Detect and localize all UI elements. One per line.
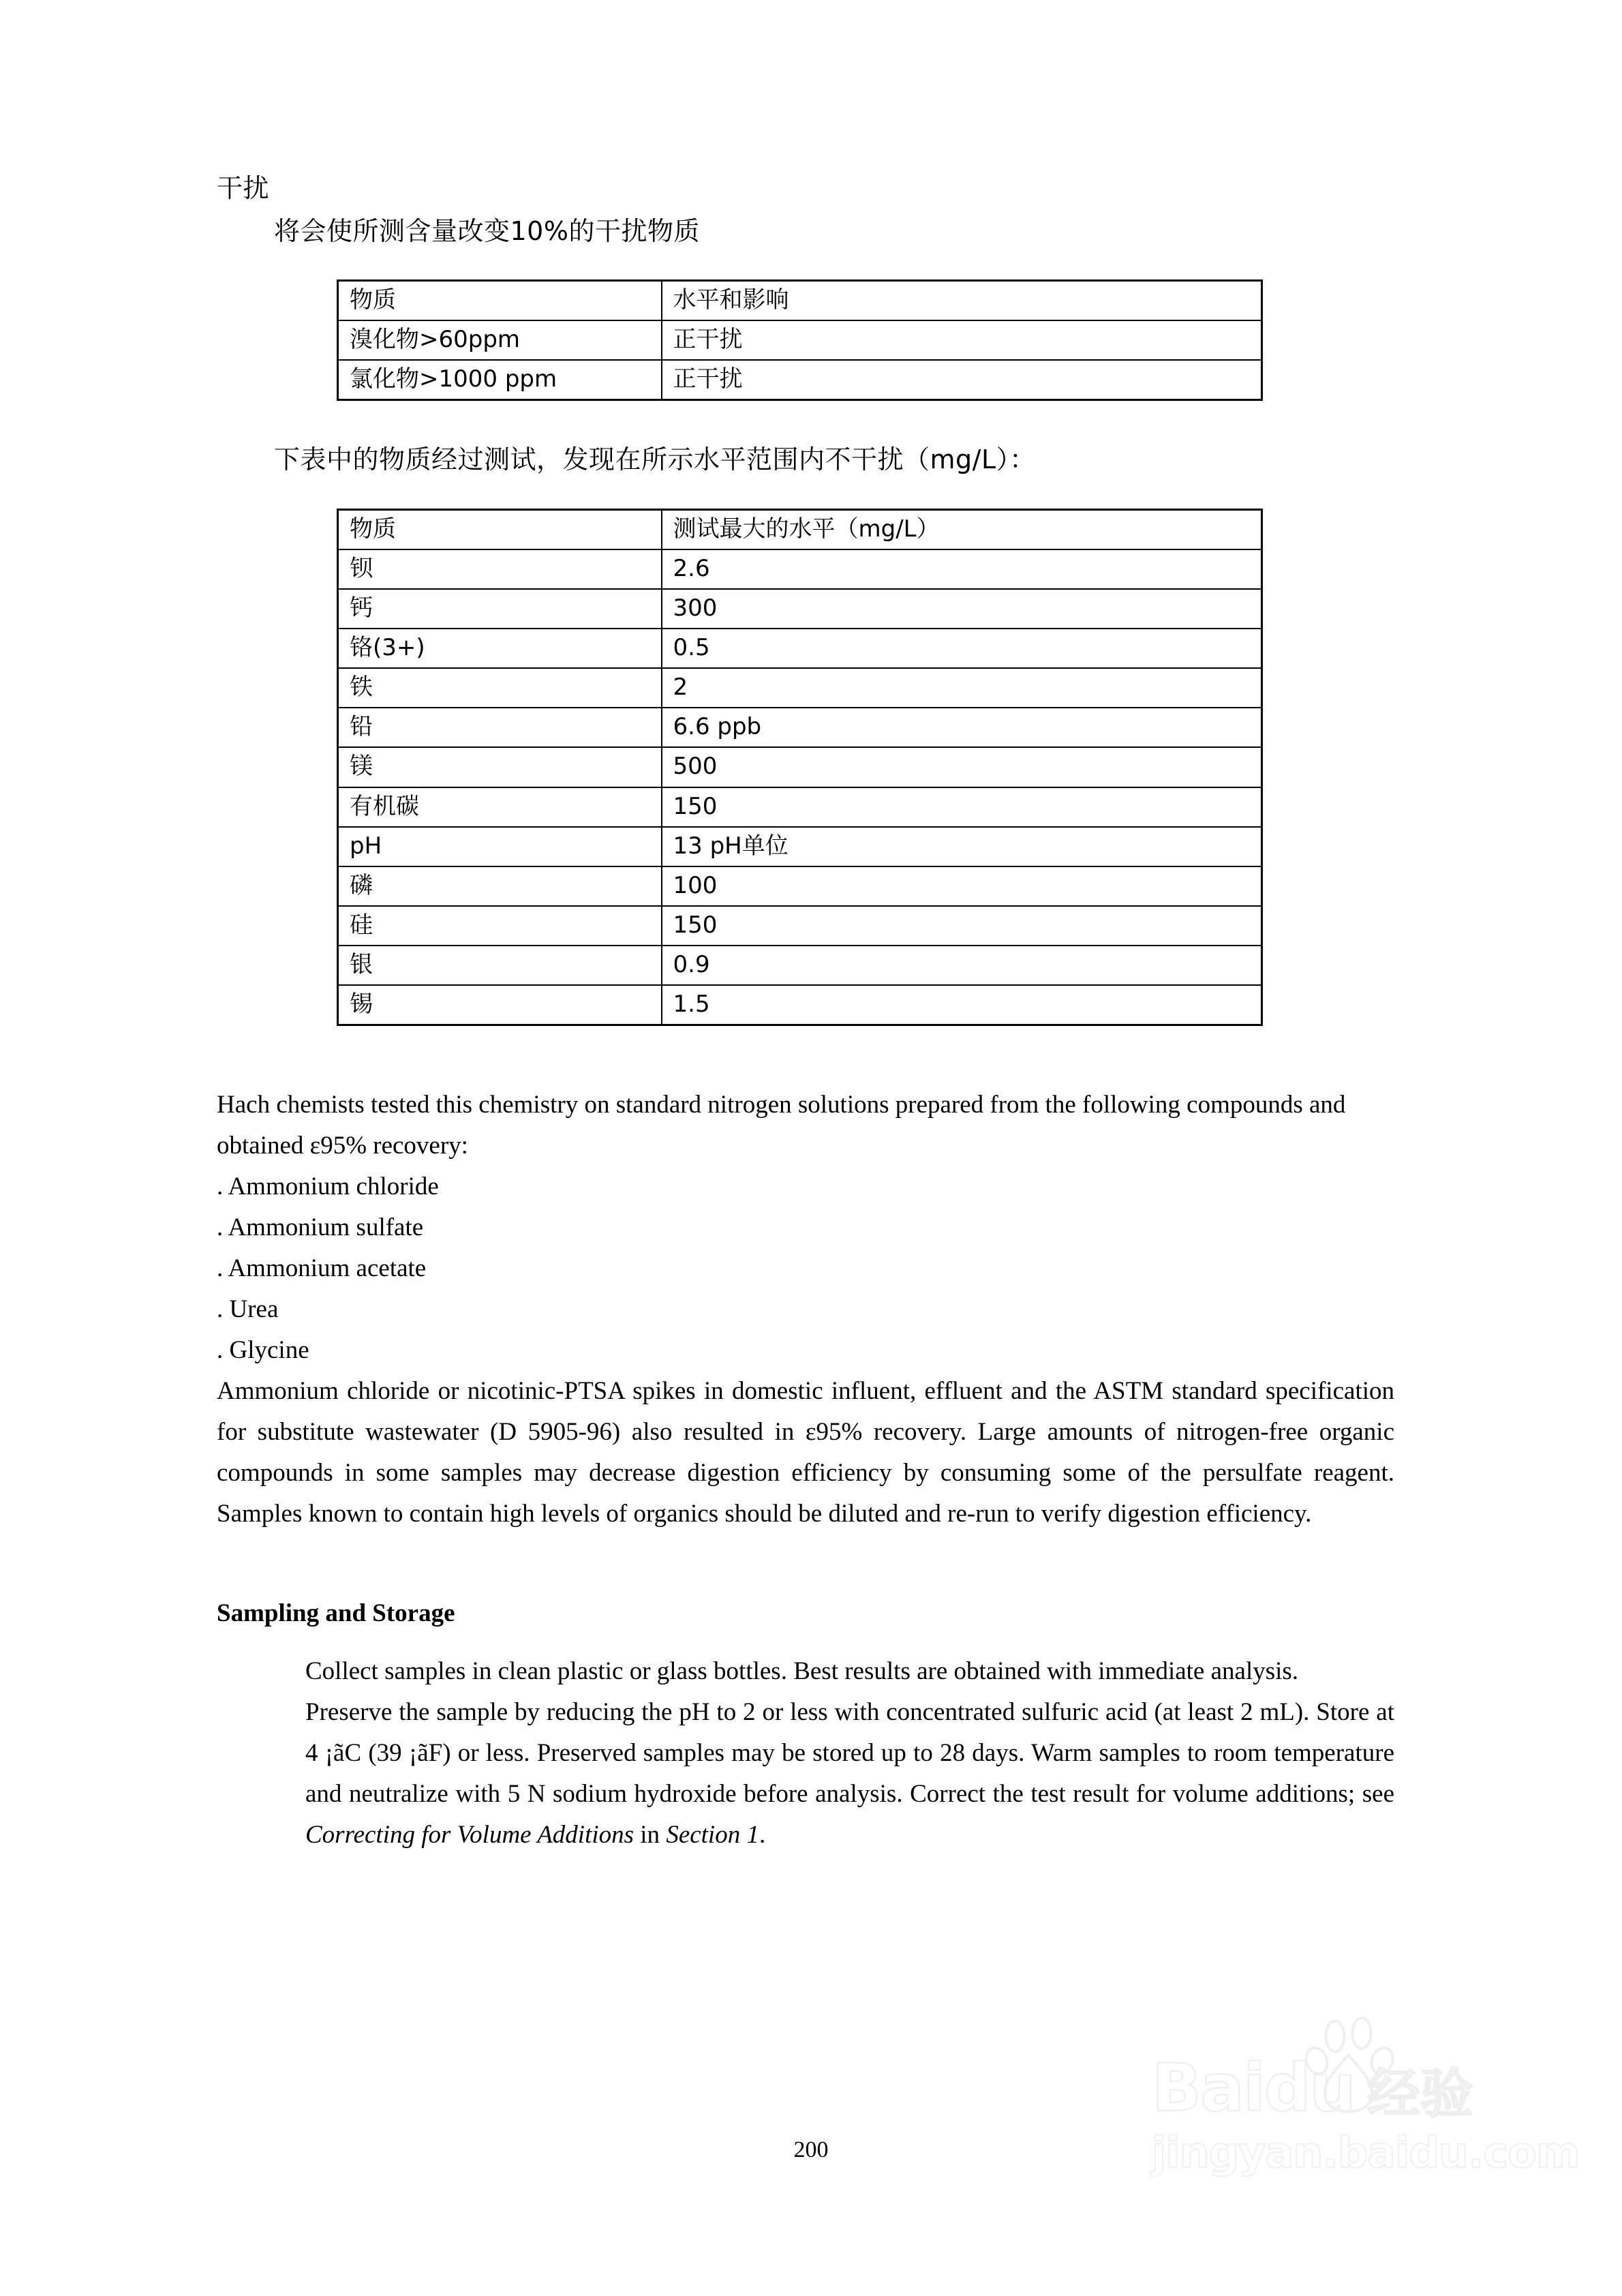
table-row [338, 906, 1262, 946]
table-cell-substance: 铁 [338, 668, 662, 708]
table-cell-level: 150 [662, 906, 1262, 946]
list-item: . Ammonium sulfate [217, 1213, 424, 1242]
sampling-paragraph-2-text: Preserve the sample by reducing the pH to 2 or less with concentrated sulfuric acid (at least 2 mL). Store at 4 ¡ãC (39 ¡ãF) or less. Preserved samples may be stored up to 28 days. Warm samples to room temperature and neutralize with 5 N sodium hydroxide before analysis. Correct the test result for volume additions; see [305, 1698, 1394, 1809]
interference-table-wrapper [217, 280, 1394, 401]
sampling-paragraph-1: Collect samples in clean plastic or glass bottles. Best results are obtained with immediate analysis. [305, 1657, 1299, 1686]
table-row [338, 946, 1262, 985]
table-cell-substance: 有机碳 [338, 787, 662, 827]
list-item: . Ammonium acetate [217, 1254, 427, 1282]
table-row [338, 708, 1262, 747]
table-row [338, 787, 1262, 827]
table-header-cell: 物质 [338, 281, 662, 321]
table-cell-substance: 镁 [338, 747, 662, 787]
non-interference-table [337, 509, 1263, 1026]
watermark-brand-cjk: 经验 [1366, 2064, 1473, 2125]
table-cell-substance: 钙 [338, 589, 662, 629]
interference-intro: 将会使所测含量改变10%的干扰物质 [274, 215, 700, 246]
recovery-closing-paragraph: Ammonium chloride or nicotinic-PTSA spikes in domestic influent, effluent and the ASTM standard specification for substitute wastewater (D 5905-96) also resulted in ε95% recovery. Large amounts of nitrogen-free organic compounds in some samples may decrease digestion efficiency by consuming some of the persulfate reagent. Samples known to contain high levels of organics should be diluted and re-run to verify digestion efficiency. [217, 1376, 1394, 1528]
sampling-and-storage-heading: Sampling and Storage [217, 1599, 455, 1627]
table-cell-level: 300 [662, 589, 1262, 629]
table-row [338, 589, 1262, 629]
spacer [217, 1026, 1394, 1085]
table-header-cell: 物质 [338, 509, 662, 549]
watermark-brand-row [1152, 2050, 1574, 2126]
table-cell-effect: 正干扰 [662, 360, 1262, 400]
watermark-brand: Baidu [1152, 2050, 1355, 2126]
spacer [217, 1535, 1394, 1593]
table-cell-effect: 正干扰 [662, 320, 1262, 360]
list-item: . Ammonium chloride [217, 1173, 439, 1201]
recovery-paragraph: Hach chemists tested this chemistry on standard nitrogen solutions prepared from the following compounds and obtained ε95% recovery: [217, 1091, 1346, 1160]
table-cell-level: 0.9 [662, 946, 1262, 985]
interference-heading: 干扰 [217, 173, 270, 203]
sampling-paragraph-2-mid: in [634, 1821, 667, 1849]
page-number: 200 [793, 2137, 829, 2162]
table-cell-substance: 铬(3+) [338, 629, 662, 668]
table-row [338, 747, 1262, 787]
interference-table [337, 280, 1263, 401]
table-header-row [338, 509, 1262, 549]
table-row [338, 668, 1262, 708]
sampling-paragraph-2 [217, 1692, 1394, 1856]
table-row [338, 629, 1262, 668]
table-cell-substance: 锡 [338, 985, 662, 1025]
table-cell-substance: 氯化物>1000 ppm [338, 360, 662, 400]
table-cell-level: 1.5 [662, 985, 1262, 1025]
table-row [338, 320, 1262, 360]
table-cell-level: 6.6 ppb [662, 708, 1262, 747]
table-cell-substance: pH [338, 827, 662, 866]
table-cell-substance: 硅 [338, 906, 662, 946]
compound-list [217, 1166, 1394, 1371]
table-cell-substance: 铅 [338, 708, 662, 747]
table-row [338, 360, 1262, 400]
table-row [338, 549, 1262, 589]
table-header-cell: 测试最大的水平（mg/L） [662, 509, 1262, 549]
list-item: . Urea [217, 1295, 279, 1323]
spacer [217, 248, 1394, 280]
table-row [338, 866, 1262, 906]
table-row [338, 827, 1262, 866]
non-interference-table-wrapper [217, 509, 1394, 1026]
spacer [217, 1633, 1394, 1651]
table-cell-substance: 钡 [338, 549, 662, 589]
table-header-row [338, 281, 1262, 321]
table-cell-level: 100 [662, 866, 1262, 906]
baidu-paw-icon [1300, 2016, 1403, 2118]
table-cell-level: 0.5 [662, 629, 1262, 668]
table-cell-level: 2 [662, 668, 1262, 708]
table-cell-level: 13 pH单位 [662, 827, 1262, 866]
spacer [217, 401, 1394, 443]
table-cell-level: 150 [662, 787, 1262, 827]
list-item: . Glycine [217, 1335, 309, 1364]
watermark-url: jingyan.baidu.com [1152, 2128, 1580, 2177]
table-cell-substance: 磷 [338, 866, 662, 906]
table-header-cell: 水平和影响 [662, 281, 1262, 321]
reference-title-correcting-for-volume-additions: Correcting for Volume Additions [305, 1821, 634, 1849]
table-row [338, 985, 1262, 1025]
table-cell-level: 2.6 [662, 549, 1262, 589]
sampling-paragraph-2-end: . [759, 1821, 766, 1849]
table-cell-substance: 溴化物>60ppm [338, 320, 662, 360]
reference-section-1: Section 1 [666, 1821, 759, 1849]
table-cell-substance: 银 [338, 946, 662, 985]
table-cell-level: 500 [662, 747, 1262, 787]
page-content [217, 174, 1394, 1856]
spacer [217, 477, 1394, 509]
non-interference-intro: 下表中的物质经过测试，发现在所示水平范围内不干扰（mg/L）： [274, 444, 1036, 475]
